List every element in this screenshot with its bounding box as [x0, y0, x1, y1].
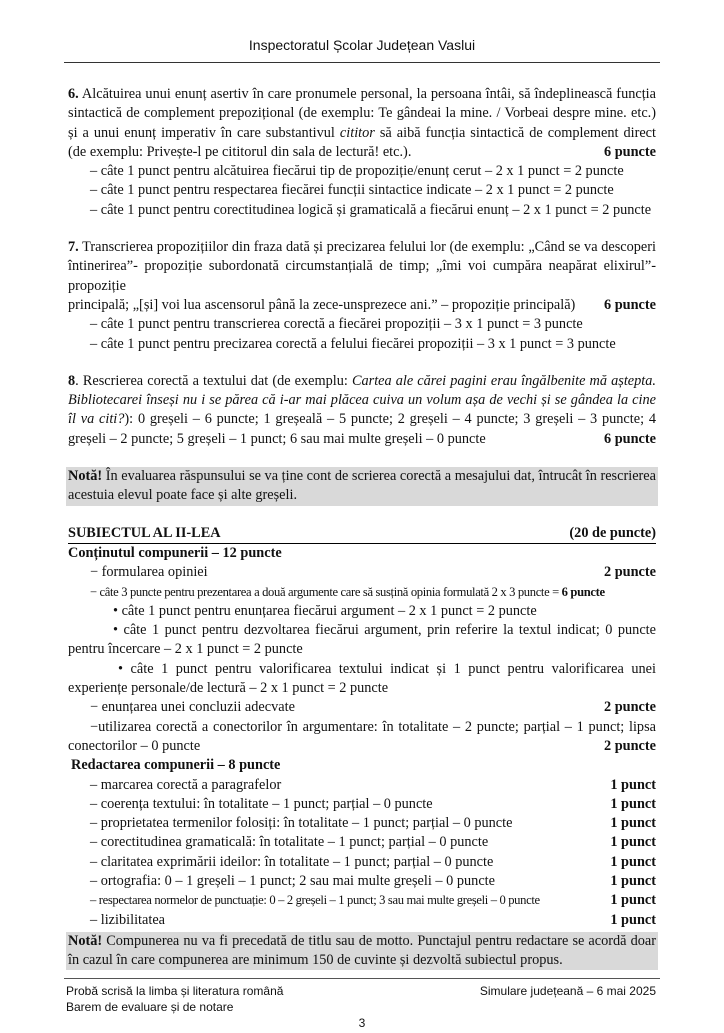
page-content	[68, 63, 656, 970]
text: principală; „[și] voi lua ascensorul până la zece-unsprezece ani.” – propoziție principală)	[68, 296, 576, 313]
points: 6 puncte	[603, 430, 656, 447]
subject-2-heading	[68, 524, 656, 544]
points: 2 puncte	[603, 564, 656, 581]
item-number: 6.	[68, 86, 79, 102]
text: Transcrierea propozițiilor din fraza dată și precizarea felului lor (de exemplu: „Când se va descoperi întinerirea”- propoziție subordonată circumstanțială de timp; „îmi voi cumpăra neapărat elixirul”- propoziție	[68, 239, 656, 294]
redactare-heading: Redactarea compunerii – 8 puncte	[71, 757, 281, 774]
points: 2 puncte	[603, 699, 656, 716]
note-label: Notă!	[68, 468, 103, 485]
redactare-item	[68, 776, 656, 795]
item-8	[68, 372, 656, 449]
footer-exam: Probă scrisă la limba și literatura română	[66, 984, 284, 999]
redactare-item	[68, 795, 656, 814]
text: conectorilor – 0 puncte	[68, 737, 201, 754]
section-points: (20 de puncte)	[569, 524, 656, 541]
criterion-row	[68, 698, 656, 717]
item-8-text	[68, 372, 656, 430]
points: 2 puncte	[603, 737, 656, 754]
note-label: Notă!	[68, 932, 103, 949]
sub-criterion: • câte 1 punct pentru enunțarea fiecărui argument – 2 x 1 punct = 2 puncte	[113, 602, 537, 619]
criterion-row	[68, 737, 656, 756]
item-7-text	[68, 238, 656, 296]
note-text: Compunerea nu va fi precedată de titlu sau de motto. Punctajul pentru redactare se acordă doar în cazul în care compunerea are minimum 150 de cuvinte și dezvoltă subiectul propus.	[68, 932, 656, 969]
item-number: 8	[68, 372, 76, 389]
points: 6 puncte	[561, 584, 605, 599]
item-number: 7.	[68, 239, 79, 256]
note-box	[66, 467, 658, 506]
text: să aibă funcția sintactică de complement direct	[374, 124, 656, 141]
page-number: 3	[358, 1016, 366, 1031]
footer	[64, 978, 660, 1033]
text: – proprietatea termenilor folosiți: în totalitate – 1 punct; parțial – 0 puncte	[90, 815, 513, 832]
text: – corectitudinea gramaticală: în totalitate – 1 punct; parțial – 0 puncte	[90, 834, 489, 851]
text: – claritatea exprimării ideilor: în totalitate – 1 punct; parțial – 0 puncte	[90, 853, 494, 870]
text: − formularea opiniei	[90, 564, 208, 581]
points: 1 punct	[610, 834, 656, 851]
points: 1 punct	[610, 776, 656, 793]
criterion: – câte 1 punct pentru corectitudinea logică și gramaticală a fiecărui enunț – 2 x 1 punct = 2 puncte	[90, 201, 652, 218]
points: 1 punct	[610, 892, 656, 909]
sub-criterion: • câte 1 punct pentru dezvoltarea fiecărui argument, prin referire la textul indicat; 0 puncte	[113, 622, 656, 639]
item-6	[68, 85, 656, 220]
points: 1 punct	[610, 911, 656, 928]
text: − enunțarea unei concluzii adecvate	[90, 699, 295, 716]
text: – lizibilitatea	[90, 911, 166, 928]
redactare-item	[68, 814, 656, 833]
footer-date: Simulare județeană – 6 mai 2025	[479, 984, 656, 999]
points: 1 punct	[610, 795, 656, 812]
criterion: – câte 1 punct pentru respectarea fiecărei funcții sintactice indicate – 2 x 1 punct = 2 puncte	[90, 182, 614, 199]
text: – marcarea corectă a paragrafelor	[90, 776, 282, 793]
item-7	[68, 238, 656, 354]
text: – ortografia: 0 – 1 greșeli – 1 punct; 2 sau mai multe greșeli – 0 puncte	[90, 872, 495, 889]
text: Alcătuirea unui enunț asertiv în care pronumele personal, la persoana întâi, să îndeplinească funcția sintactică de complement prepozițional (de exemplu: Te gândeai la mine. / Vorbeai despre mine. etc.) și a unui enunț imperativ în care substantivul	[68, 86, 656, 141]
text: greșeli – 2 puncte; 5 greșeli – 1 punct; 6 sau mai multe greșeli – 0 puncte	[68, 430, 486, 447]
footer-doc-type: Barem de evaluare și de notare	[66, 1000, 234, 1015]
section-title: SUBIECTUL AL II-LEA	[68, 524, 221, 541]
redactare-item	[68, 833, 656, 852]
criterion: – câte 1 punct pentru transcrierea corectă a fiecărei propoziții – 3 x 1 punct = 3 puncte	[90, 316, 583, 333]
text: Cartea ale cărei pagini erau îngălbenite mă aștepta. Bibliotecarei înseși nu i se părea că i-ar mai plăcea cuiva un volum așa de vechi și se gândea la cine îl va citi?	[68, 372, 656, 428]
text: – respectarea normelor de punctuație: 0 – 2 greșeli – 1 punct; 3 sau mai multe greșeli – 0 puncte	[90, 893, 540, 908]
text: – coerența textului: în totalitate – 1 punct; parțial – 0 puncte	[90, 795, 433, 812]
points: 6 puncte	[603, 143, 656, 160]
item-6-last	[68, 143, 656, 162]
text: cititor	[339, 124, 375, 141]
text: − câte 3 puncte pentru prezentarea a două argumente care să susțină opinia formulată 2 x 3 puncte =	[90, 584, 562, 599]
redactare-list	[68, 776, 656, 930]
page-header: Inspectoratul Școlar Județean Vaslui	[248, 37, 476, 53]
item-8-last	[68, 430, 656, 449]
footer-left	[66, 983, 283, 1015]
points: 6 puncte	[603, 296, 656, 313]
redactare-item	[68, 872, 656, 891]
criterion: – câte 1 punct pentru alcătuirea fiecărui tip de propoziție/enunț cerut – 2 x 1 punct = 2 puncte	[90, 163, 624, 180]
points: 1 punct	[610, 853, 656, 870]
text: . Rescrierea corectă a textului dat (de exemplu:	[75, 372, 352, 389]
redactare-item	[68, 891, 656, 910]
sub-criterion: pentru încercare – 2 x 1 punct = 2 puncte	[68, 641, 303, 658]
sub-criterion: • câte 1 punct pentru valorificarea textului indicat și 1 punct pentru valorificarea unei	[118, 660, 656, 677]
points: 1 punct	[610, 872, 656, 889]
text: ): 0 greșeli – 6 puncte; 1 greșeală – 5 puncte; 2 greșeli – 4 puncte; 3 greșeli – 3 puncte; 4	[124, 411, 657, 428]
redactare-item	[68, 853, 656, 872]
text: (de exemplu: Privește-l pe cititorul din sala de lectură! etc.).	[68, 143, 412, 160]
note-box	[66, 932, 658, 971]
redactare-item	[68, 911, 656, 930]
criterion: – câte 1 punct pentru precizarea corectă a felului fiecărei propoziții – 3 x 1 punct = 3 puncte	[90, 335, 616, 352]
criterion-row	[68, 583, 656, 602]
item-7-last	[68, 296, 656, 315]
item-6-text	[68, 85, 656, 143]
points: 1 punct	[610, 815, 656, 832]
content-heading: Conținutul compunerii – 12 puncte	[68, 544, 282, 561]
criterion-row	[68, 563, 656, 582]
sub-criterion: experiențe personale/de lectură – 2 x 1 punct = 2 puncte	[68, 680, 389, 697]
criterion: −utilizarea corectă a conectorilor în argumentare: în totalitate – 2 puncte; parțial – 1 punct; lipsa	[90, 718, 656, 735]
note-text: În evaluarea răspunsului se va ține cont de scrierea corectă a mesajului dat, întrucât în rescrierea acestuia elevul poate face și alte greșeli.	[68, 468, 656, 504]
